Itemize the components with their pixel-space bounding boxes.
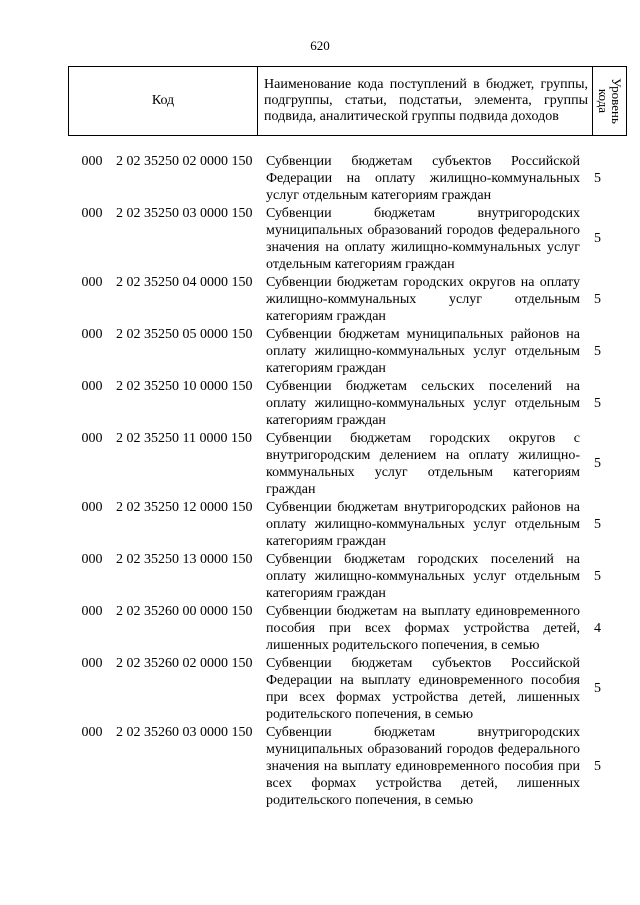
row-name: Субвенции бюджетам внутригородских муниципальных образований городов федерального значения на выплату единовременного пособия при всех формах устройства детей, лишенных родительского попечения, в семью	[266, 725, 580, 808]
row-name: Субвенции бюджетам городских поселений на оплату жилищно-коммунальных услуг отдельным категориям граждан	[266, 552, 580, 601]
row-name: Субвенции бюджетам на выплату единовременного пособия при всех формах устройства детей, лишенных родительского попечения, в семью	[266, 604, 580, 653]
row-admin-code: 000	[81, 725, 103, 740]
row-income-code: 2 02 35250 13 0000 150	[116, 552, 253, 567]
table-row	[68, 205, 615, 273]
table-row	[68, 378, 615, 429]
row-level: 5	[594, 456, 601, 471]
row-level: 5	[594, 170, 601, 186]
row-level: 5	[594, 758, 601, 774]
row-income-code: 2 02 35260 03 0000 150	[116, 725, 253, 740]
table-body	[68, 153, 615, 810]
row-income-code: 2 02 35250 05 0000 150	[116, 327, 253, 342]
row-admin-code: 000	[81, 206, 103, 221]
row-admin-code: 000	[81, 327, 103, 342]
table-row	[68, 724, 615, 809]
header-code-cell: Код	[69, 67, 258, 136]
table-row	[68, 274, 615, 325]
row-income-code: 2 02 35250 10 0000 150	[116, 379, 253, 394]
header-level-label: Уровень кода	[595, 78, 624, 124]
row-admin-code: 000	[81, 552, 103, 567]
row-name: Субвенции бюджетам внутригородских районов на оплату жилищно-коммунальных услуг отдельным категориям граждан	[266, 500, 580, 549]
page-number: 620	[310, 38, 330, 53]
header-name-cell: Наименование кода поступлений в бюджет, группы, подгруппы, статьи, подстатьи, элемента, группы подвида, аналитической группы подвида доходов	[258, 67, 593, 136]
row-income-code: 2 02 35250 02 0000 150	[116, 154, 253, 169]
row-name: Субвенции бюджетам сельских поселений на оплату жилищно-коммунальных услуг отдельным категориям граждан	[266, 379, 580, 428]
row-admin-code: 000	[81, 500, 103, 515]
row-income-code: 2 02 35250 03 0000 150	[116, 206, 253, 221]
row-name: Субвенции бюджетам субъектов Российской Федерации на выплату единовременного пособия при всех формах устройства детей, лишенных родительского попечения, в семью	[266, 656, 580, 722]
row-admin-code: 000	[81, 431, 103, 446]
row-level: 5	[594, 568, 601, 584]
row-admin-code: 000	[81, 604, 103, 619]
row-level: 5	[594, 395, 601, 411]
header-level-cell	[593, 67, 627, 136]
row-level: 5	[594, 343, 601, 359]
row-income-code: 2 02 35250 12 0000 150	[116, 500, 253, 515]
row-name: Субвенции бюджетам муниципальных районов на оплату жилищно-коммунальных услуг отдельным категориям граждан	[266, 327, 580, 376]
row-admin-code: 000	[81, 275, 103, 290]
row-level: 5	[594, 681, 601, 696]
table-row	[68, 153, 615, 204]
row-name: Субвенции бюджетам городских округов на оплату жилищно-коммунальных услуг отдельным категориям граждан	[266, 275, 580, 324]
row-admin-code: 000	[81, 154, 103, 169]
row-income-code: 2 02 35250 04 0000 150	[116, 275, 253, 290]
table-row	[68, 326, 615, 377]
row-admin-code: 000	[81, 379, 103, 394]
table-row	[68, 551, 615, 602]
row-name: Субвенции бюджетам городских округов с внутригородским делением на оплату жилищно-коммунальных услуг отдельным категориям граждан	[266, 431, 580, 497]
table-header	[68, 66, 627, 136]
row-level: 4	[594, 620, 601, 636]
table-row	[68, 603, 615, 654]
table-row	[68, 655, 615, 723]
row-income-code: 2 02 35250 11 0000 150	[116, 431, 252, 446]
row-name: Субвенции бюджетам внутригородских муниципальных образований городов федерального значения на оплату жилищно-коммунальных услуг отдельным категориям граждан	[266, 206, 580, 272]
table-row	[68, 499, 615, 550]
table-row	[68, 430, 615, 498]
row-level: 5	[594, 291, 601, 307]
row-admin-code: 000	[81, 656, 103, 671]
row-level: 5	[594, 516, 601, 532]
row-level: 5	[594, 231, 601, 246]
row-name: Субвенции бюджетам субъектов Российской Федерации на оплату жилищно-коммунальных услуг отдельным категориям граждан	[266, 154, 580, 203]
row-income-code: 2 02 35260 00 0000 150	[116, 604, 253, 619]
row-income-code: 2 02 35260 02 0000 150	[116, 656, 253, 671]
